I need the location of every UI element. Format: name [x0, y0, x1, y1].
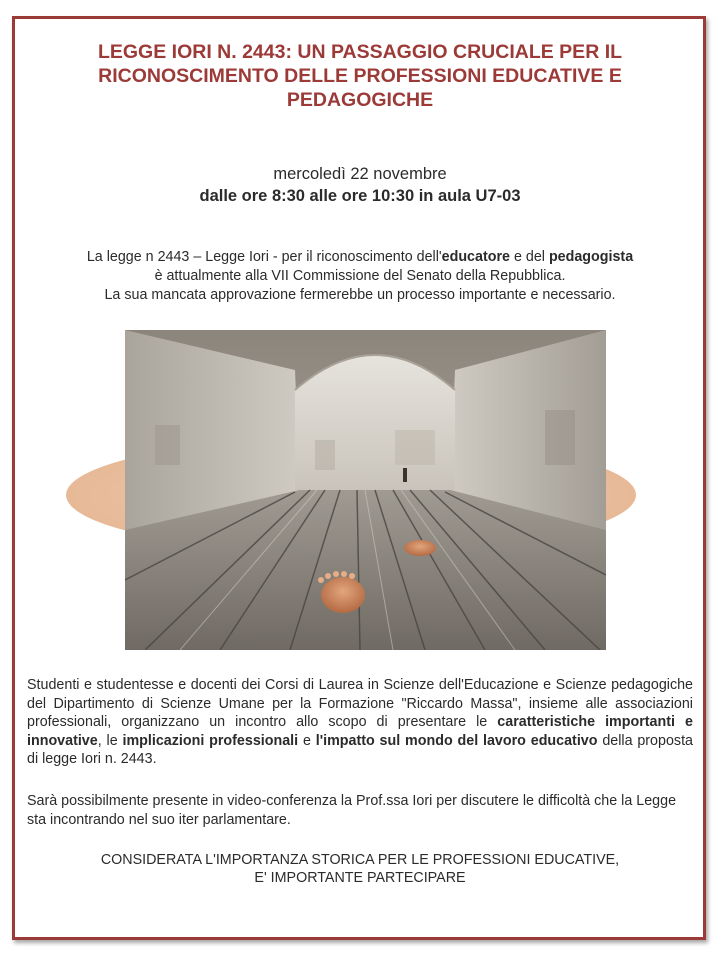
intro-line-3: La sua mancata approvazione fermerebbe un processo importante e necessario.	[104, 287, 616, 303]
event-date: mercoledì 22 novembre	[273, 165, 447, 183]
video-conference-note: Sarà possibilmente presente in video-conferenza la Prof.ssa Iori per discutere le difficoltà che la Legge sta incontrando nel suo iter parlamentare.	[27, 793, 677, 828]
title-line-2: RICONOSCIMENTO DELLE PROFESSIONI EDUCATIVE E	[98, 65, 622, 87]
event-time-place: dalle ore 8:30 alle ore 10:30 in aula U7-03	[199, 187, 521, 205]
room-photo	[125, 330, 606, 650]
intro-line-2: è attualmente alla VII Commissione del Senato della Repubblica.	[154, 268, 566, 284]
title-line-1: LEGGE IORI N. 2443: UN PASSAGGIO CRUCIALE PER IL	[97, 41, 623, 63]
closing-line-2: E' IMPORTANTE PARTECIPARE	[254, 870, 466, 886]
intro-text	[30, 248, 690, 305]
description-paragraph: Studenti e studentesse e docenti dei Corsi di Laurea in Scienze dell'Educazione e Scienze pedagogiche del Dipartimento di Scienze Umane per la Formazione "Riccardo Massa", insieme alle associazioni professionali, organizzano un incontro allo scopo di presentare le caratteristiche importanti e innovative, le implicazioni professionali e l'impatto sul mondo del lavoro educativo della proposta di legge Iori n. 2443.	[27, 677, 693, 767]
intro-line-1: La legge n 2443 – Legge Iori - per il riconoscimento dell'educatore e del pedagogista	[86, 249, 634, 265]
title-line-3: PEDAGOGICHE	[286, 89, 434, 111]
educatore-term: educatore	[441, 249, 510, 265]
closing-statement	[40, 851, 680, 887]
closing-line-1: CONSIDERATA L'IMPORTANZA STORICA PER LE PROFESSIONI EDUCATIVE,	[100, 852, 620, 868]
pedagogista-term: pedagogista	[548, 249, 634, 265]
event-info	[40, 163, 680, 207]
page-title	[40, 40, 680, 112]
